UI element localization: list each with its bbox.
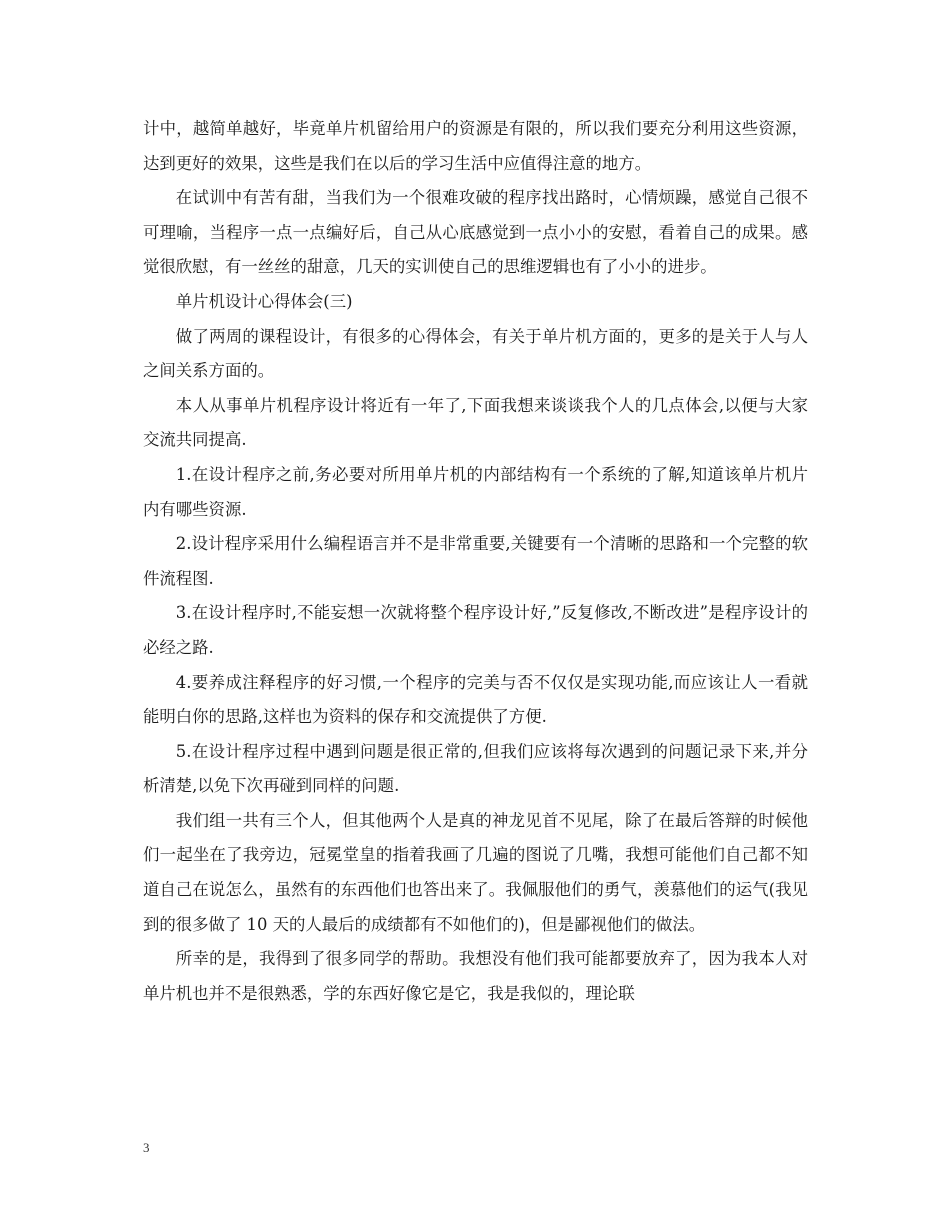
paragraph-4: 做了两周的课程设计，有很多的心得体会，有关于单片机方面的，更多的是关于人与人之间关系方面的。 bbox=[143, 326, 808, 381]
paragraph-11: 我们组一共有三个人，但其他两个人是真的神龙见首不见尾，除了在最后答辩的时候他们一起坐在了我旁边，冠冕堂皇的指着我画了几遍的图说了几嘴，我想可能他们自己都不知道自己在说怎么，虽然有的东西他们也答出来了。我佩服他们的勇气，羡慕他们的运气(我见到的很多做了 10 天的人最后的成绩都有不如他们的)，但是鄙视他们的做法。 bbox=[143, 810, 808, 934]
list-item-5: 5.在设计程序过程中遇到问题是很正常的,但我们应该将每次遇到的问题记录下来,并分析清楚,以免下次再碰到同样的问题. bbox=[143, 741, 808, 796]
list-item-1: 1.在设计程序之前,务必要对所用单片机的内部结构有一个系统的了解,知道该单片机片内有哪些资源. bbox=[143, 464, 808, 519]
paragraph-5: 本人从事单片机程序设计将近有一年了,下面我想来谈谈我个人的几点体会,以便与大家交流共同提高. bbox=[143, 395, 808, 450]
list-item-4: 4.要养成注释程序的好习惯,一个程序的完美与否不仅仅是实现功能,而应该让人一看就能明白你的思路,这样也为资料的保存和交流提供了方便. bbox=[143, 672, 808, 727]
page-number: 3 bbox=[143, 1140, 150, 1155]
paragraph-12: 所幸的是，我得到了很多同学的帮助。我想没有他们我可能都要放弃了，因为我本人对单片机也并不是很熟悉，学的东西好像它是它，我是我似的，理论联 bbox=[143, 949, 808, 1003]
document-body bbox=[143, 112, 808, 1011]
paragraph-1: 计中，越简单越好，毕竟单片机留给用户的资源是有限的，所以我们要充分利用这些资源，达到更好的效果，这些是我们在以后的学习生活中应值得注意的地方。 bbox=[143, 119, 808, 173]
list-item-2: 2.设计程序采用什么编程语言并不是非常重要,关键要有一个清晰的思路和一个完整的软件流程图. bbox=[143, 534, 808, 588]
section-heading: 单片机设计心得体会(三) bbox=[175, 291, 353, 311]
list-item-3: 3.在设计程序时,不能妄想一次就将整个程序设计好,”反复修改,不断改进”是程序设计的必经之路. bbox=[143, 603, 808, 657]
paragraph-2: 在试训中有苦有甜，当我们为一个很难攻破的程序找出路时，心情烦躁，感觉自己很不可理喻，当程序一点一点编好后，自己从心底感觉到一点小小的安慰，看着自己的成果。感觉很欣慰，有一丝丝的甜意，几天的实训使自己的思维逻辑也有了小小的进步。 bbox=[143, 188, 808, 277]
